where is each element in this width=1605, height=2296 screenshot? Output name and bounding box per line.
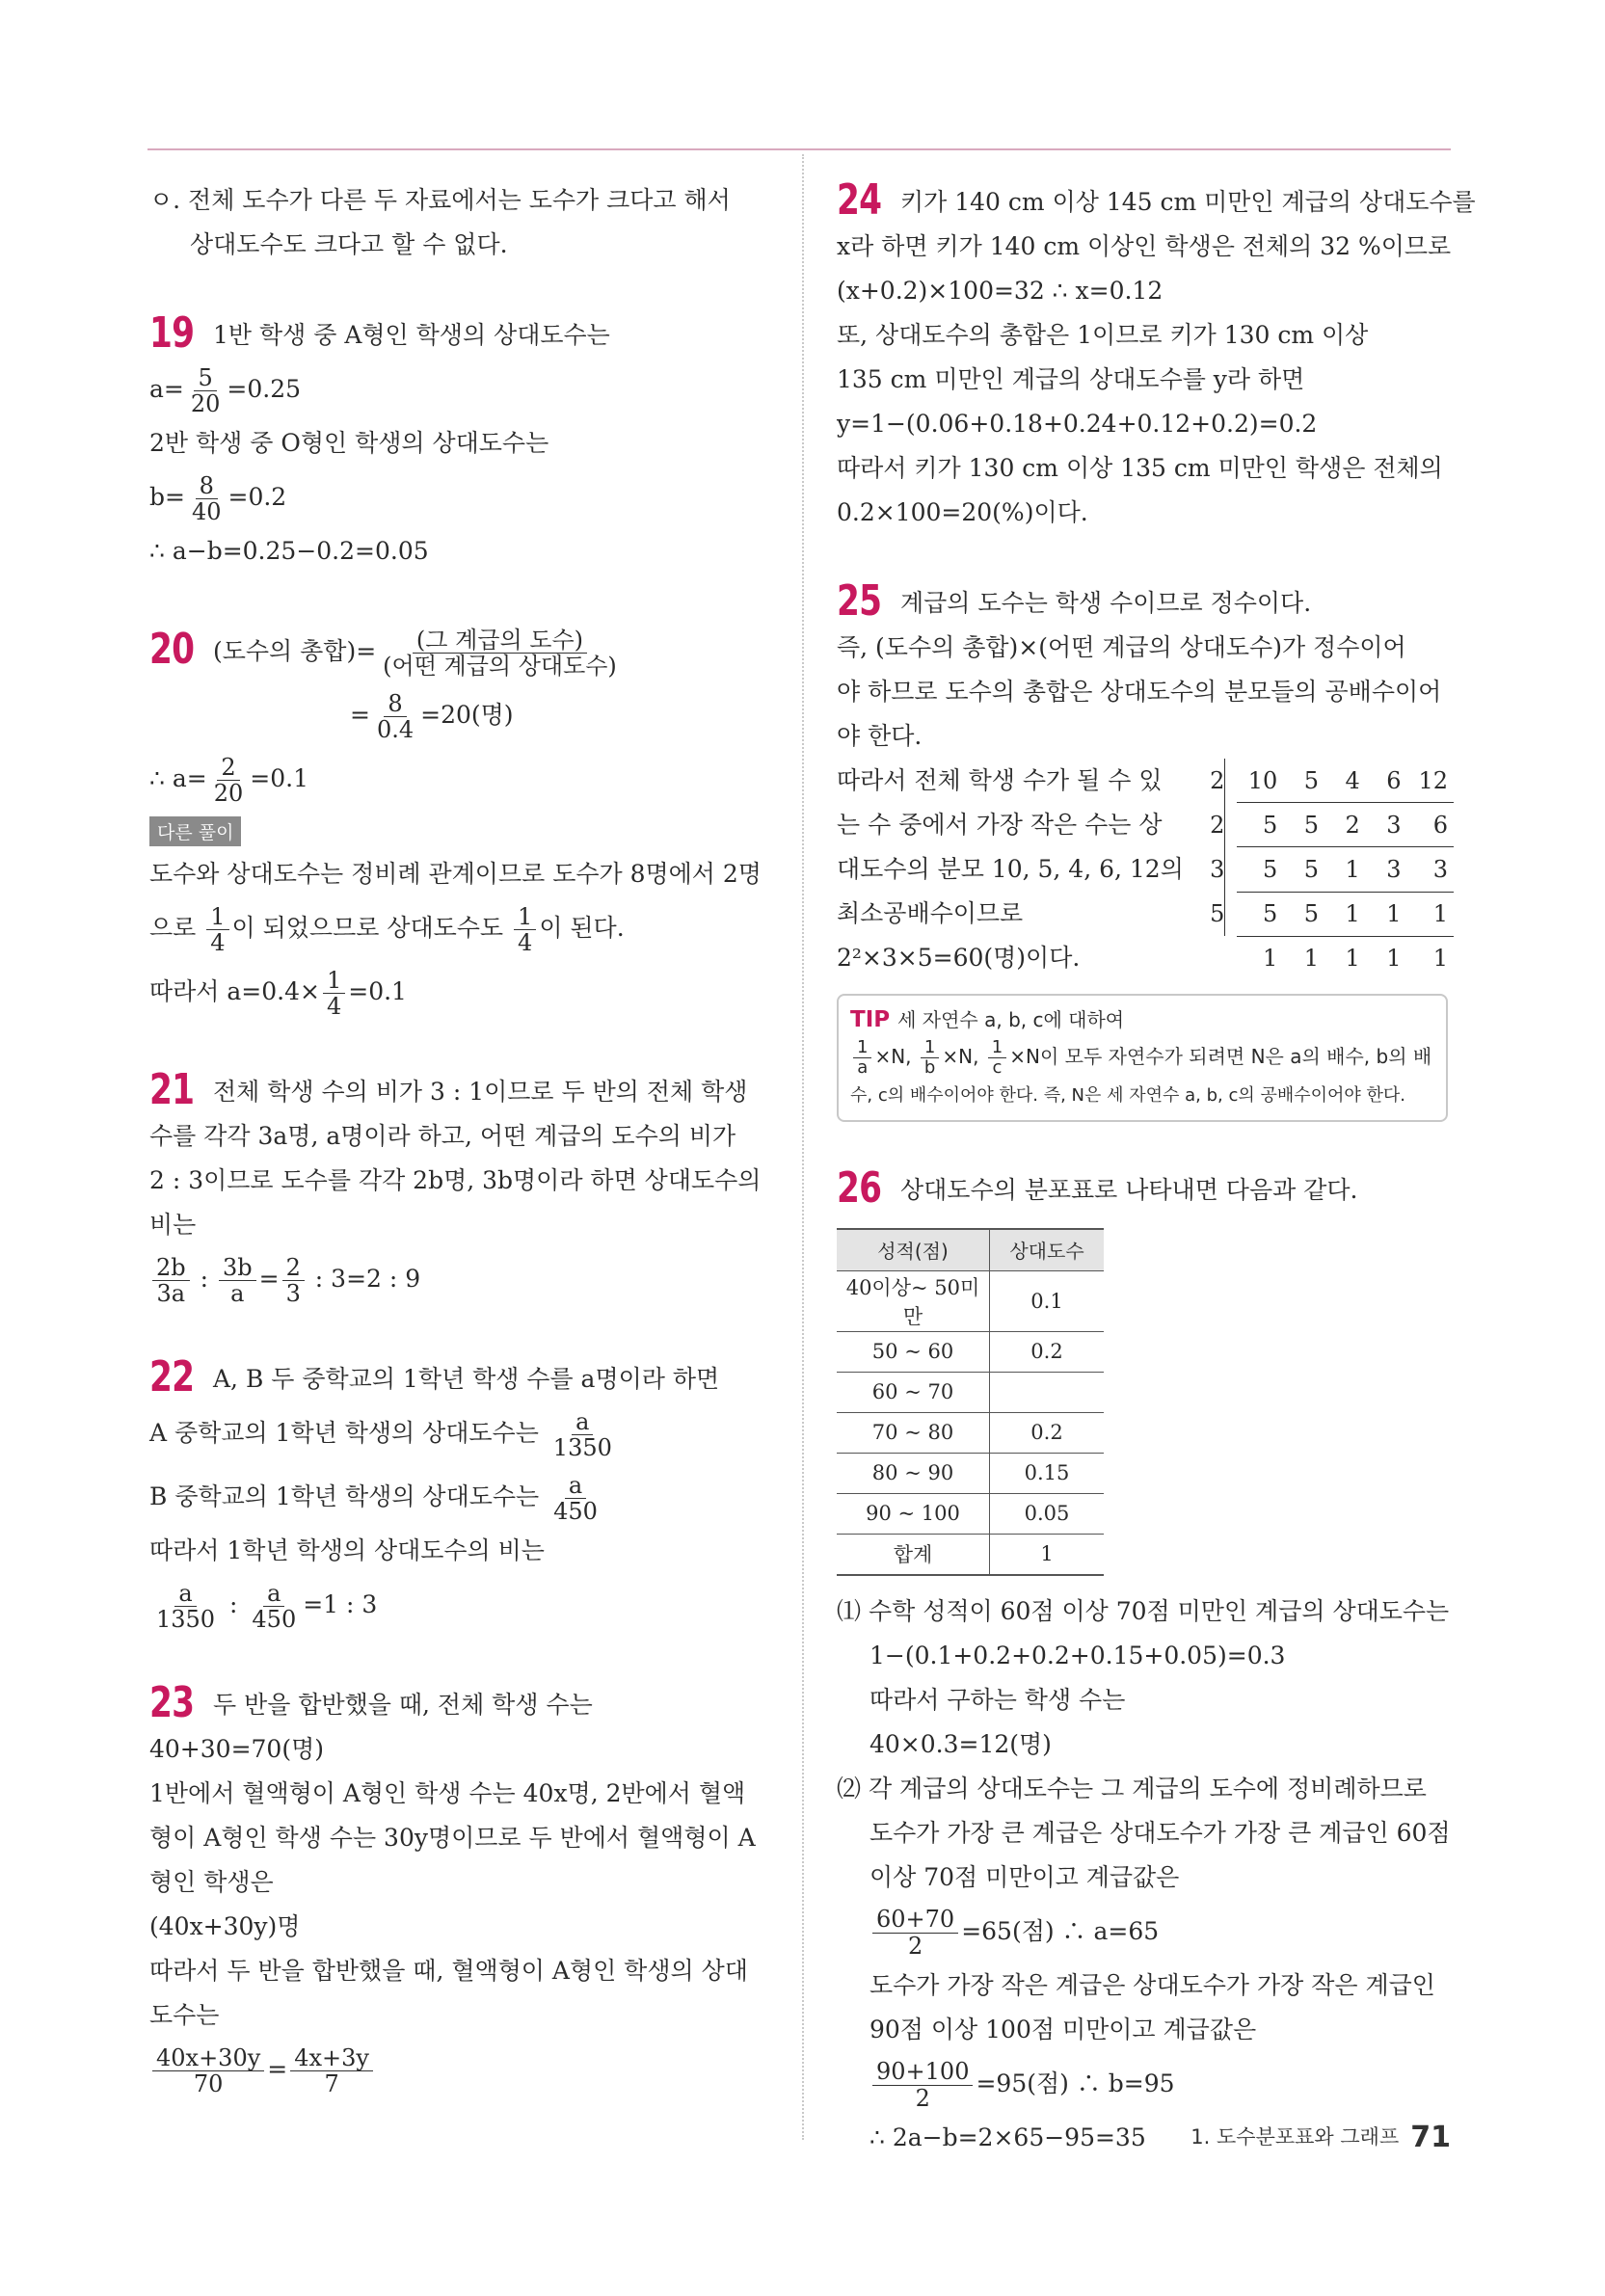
text-line: 도수가 가장 큰 계급은 상대도수가 가장 큰 계급인 60점	[869, 1818, 1451, 1847]
denominator: 1350	[156, 1606, 216, 1633]
cell: 12	[1407, 759, 1455, 803]
text-line: 0.2×100=20(%)이다.	[837, 498, 1088, 526]
cell: 5	[1237, 847, 1283, 892]
text-line: 상대도수의 분포표로 나타내면 다음과 같다.	[900, 1175, 1358, 1204]
numerator: 3b	[219, 1255, 256, 1281]
cell: 5	[1237, 892, 1283, 936]
text-line: 이상 70점 미만이고 계급값은	[869, 1862, 1180, 1891]
denominator: 20	[190, 390, 221, 417]
tip-label: TIP	[850, 1007, 891, 1032]
cell: 1	[1324, 892, 1366, 936]
problem-22	[149, 1352, 766, 1637]
fraction	[853, 1038, 871, 1078]
fraction	[210, 755, 248, 807]
text: =20(명)	[420, 701, 514, 729]
problem-number: 19	[149, 308, 195, 358]
column-header: 상대도수	[990, 1229, 1105, 1271]
value-cell: 0.05	[990, 1493, 1105, 1534]
fraction	[921, 1038, 939, 1078]
numerator: 4x+3y	[290, 2045, 373, 2071]
numerator: 8	[384, 691, 406, 717]
text-line: A, B 두 중학교의 1학년 학생 수를 a명이라 하면	[213, 1365, 720, 1393]
numerator: 1	[323, 968, 345, 994]
text: B 중학교의 1학년 학생의 상대도수는	[149, 1482, 548, 1510]
denominator: 20	[213, 780, 244, 807]
denominator: 3	[285, 1280, 301, 1307]
denominator: 3a	[156, 1280, 186, 1307]
text: =1 : 3	[303, 1590, 378, 1618]
cell: 6	[1407, 803, 1455, 847]
page-number: 71	[1410, 2121, 1451, 2154]
text-line: 1−(0.1+0.2+0.2+0.15+0.05)=0.3	[869, 1641, 1286, 1669]
table-row	[837, 1534, 1104, 1575]
text: 이 된다.	[539, 914, 625, 942]
text-line: 2반 학생 중 O형인 학생의 상대도수는	[149, 429, 549, 457]
text-line: 도수와 상대도수는 정비례 관계이므로 도수가 8명에서 2명	[149, 860, 762, 888]
cell: 1	[1345, 945, 1360, 973]
cell: 3	[1366, 803, 1407, 847]
tip-text: 수, c의 배수이어야 한다. 즉, N은 세 자연수 a, b, c의 공배수이어야 한다.	[850, 1084, 1406, 1106]
numerator: 2b	[152, 1255, 190, 1281]
division-row	[1195, 936, 1454, 980]
problem-number: 24	[837, 175, 882, 225]
problem-23	[149, 1678, 766, 2101]
lcm-division-table	[1195, 759, 1454, 980]
text-line: 따라서 키가 130 cm 이상 135 cm 미만인 학생은 전체의	[837, 454, 1443, 482]
text-line: 키가 140 cm 이상 145 cm 미만인 계급의 상대도수를	[900, 188, 1476, 216]
cell: 5	[1283, 892, 1324, 936]
fraction	[219, 1255, 256, 1307]
class-cell: 40이상~ 50미만	[837, 1270, 990, 1331]
numerator: a	[565, 1473, 586, 1499]
fraction	[152, 1255, 190, 1307]
text-line: 최소공배수이므로	[837, 899, 1024, 927]
text-line: 1반 학생 중 A형인 학생의 상대도수는	[213, 321, 610, 349]
text-line: ㅇ. 전체 도수가 다른 두 자료에서는 도수가 크다고 해서	[149, 186, 731, 214]
table-row	[837, 1270, 1104, 1331]
text-line: ⑵ 각 계급의 상대도수는 그 계급의 도수에 정비례하므로	[837, 1774, 1427, 1802]
text: : 3=2 : 9	[307, 1265, 421, 1293]
text-line: 2²×3×5=60(명)이다.	[837, 944, 1081, 972]
fraction	[549, 1409, 616, 1461]
divisor: 2	[1210, 811, 1225, 839]
text-line: 전체 학생 수의 비가 3 : 1이므로 두 반의 전체 학생	[213, 1078, 748, 1106]
denominator: (어떤 계급의 상대도수)	[383, 653, 617, 680]
text-line: 형이 A형인 학생 수는 30y명이므로 두 반에서 혈액형이 A	[149, 1824, 756, 1852]
tip-box	[837, 994, 1448, 1122]
cell: 1	[1324, 847, 1366, 892]
cell: 5	[1283, 759, 1324, 803]
division-row	[1195, 759, 1454, 803]
denominator: a	[230, 1280, 245, 1307]
text: 이 되었으므로 상대도수도	[231, 914, 512, 942]
text-line: 야 한다.	[837, 722, 923, 750]
tip-text: 세 자연수 a, b, c에 대하여	[897, 1008, 1125, 1031]
numerator: 5	[194, 365, 216, 391]
text-line: 대도수의 분모 10, 5, 4, 6, 12의	[837, 855, 1184, 883]
text-line: 따라서 1학년 학생의 상대도수의 비는	[149, 1536, 545, 1564]
text: =0.25	[227, 375, 302, 403]
cell: 6	[1366, 759, 1407, 803]
text-line: ∴ 2a−b=2×65−95=35	[869, 2122, 1146, 2151]
numerator: a	[572, 1409, 593, 1435]
class-cell: 80 ~ 90	[837, 1453, 990, 1493]
fraction	[248, 1581, 300, 1633]
denominator: 450	[553, 1498, 598, 1525]
fraction	[187, 365, 225, 417]
text-line: 1반에서 혈액형이 A형인 학생 수는 40x명, 2반에서 혈액	[149, 1779, 746, 1807]
top-rule	[147, 148, 1451, 150]
numerator: 8	[196, 473, 218, 499]
cell: 1	[1303, 945, 1320, 973]
text: A 중학교의 1학년 학생의 상대도수는	[149, 1419, 547, 1447]
text: 따라서 a=0.4×	[149, 977, 320, 1005]
numerator: 90+100	[872, 2059, 973, 2085]
cell: 2	[1324, 803, 1366, 847]
text: :	[192, 1265, 216, 1293]
item-o	[149, 178, 766, 267]
fraction	[206, 904, 228, 956]
problem-24	[837, 175, 1476, 535]
class-cell: 합계	[837, 1534, 990, 1575]
value-cell: 0.1	[990, 1270, 1105, 1331]
fraction	[323, 968, 345, 1020]
divisor	[1195, 936, 1225, 980]
fraction	[379, 627, 621, 680]
numerator: 1	[514, 904, 536, 930]
text: a=	[149, 375, 184, 403]
numerator: 2	[217, 755, 239, 781]
text-line: 계급의 도수는 학생 수이므로 정수이다.	[900, 589, 1312, 617]
alt-solution-badge: 다른 풀이	[149, 816, 241, 846]
column-divider	[802, 154, 804, 2140]
fraction	[152, 2045, 264, 2097]
denominator: b	[923, 1057, 936, 1078]
value-cell: 0.2	[990, 1412, 1105, 1453]
denominator: 1350	[552, 1434, 612, 1461]
cell: 1	[1366, 892, 1407, 936]
class-cell: 50 ~ 60	[837, 1331, 990, 1372]
denominator: 40	[191, 498, 222, 525]
fraction	[290, 2045, 373, 2097]
text: ∴ a=	[149, 764, 207, 792]
division-row	[1195, 892, 1454, 936]
text-line: ∴ a−b=0.25−0.2=0.05	[149, 537, 429, 565]
text-line: x라 하면 키가 140 cm 이상인 학생은 전체의 32 %이므로	[837, 232, 1452, 260]
text-line: y=1−(0.06+0.18+0.24+0.12+0.2)=0.2	[837, 410, 1318, 438]
numerator: 2	[282, 1255, 305, 1281]
text: =0.1	[348, 977, 407, 1005]
divisor: 5	[1210, 900, 1225, 928]
denominator: 4	[326, 993, 342, 1020]
denominator: 70	[193, 2070, 224, 2097]
text: 으로	[149, 914, 204, 942]
problem-number: 23	[149, 1678, 195, 1727]
text: =	[258, 1265, 280, 1293]
text-line: (x+0.2)×100=32 ∴ x=0.12	[837, 277, 1164, 305]
class-cell: 90 ~ 100	[837, 1493, 990, 1534]
fraction	[549, 1473, 602, 1525]
table-row	[837, 1412, 1104, 1453]
division-row	[1195, 803, 1454, 847]
text-line: 135 cm 미만인 계급의 상대도수를 y라 하면	[837, 365, 1305, 393]
numerator: 1	[853, 1038, 871, 1058]
text: (도수의 총합)=	[213, 637, 377, 665]
numerator: 1	[988, 1038, 1006, 1058]
cell: 4	[1324, 759, 1366, 803]
problem-number: 20	[149, 625, 195, 674]
tip-text: ×N이 모두 자연수가 되려면 N은 a의 배수, b의 배	[1009, 1045, 1432, 1068]
right-column	[837, 175, 1476, 2160]
text-line: 상대도수도 크다고 할 수 없다.	[190, 230, 508, 258]
numerator: 1	[206, 904, 228, 930]
cell: 1	[1407, 892, 1455, 936]
fraction	[373, 691, 417, 743]
problem-number: 26	[837, 1162, 882, 1213]
text-line: 야 하므로 도수의 총합은 상대도수의 분모들의 공배수이어	[837, 678, 1442, 706]
problem-20	[149, 618, 766, 1024]
denominator: 2	[915, 2084, 930, 2112]
table-row	[837, 1453, 1104, 1493]
table-row	[837, 1493, 1104, 1534]
text: =	[350, 701, 370, 729]
denominator: 4	[518, 929, 533, 956]
text-line: 는 수 중에서 가장 작은 수는 상	[837, 811, 1163, 839]
relative-frequency-table	[837, 1228, 1104, 1576]
text-line: (40x+30y)명	[149, 1912, 301, 1940]
fraction	[282, 1255, 305, 1307]
denominator: 450	[252, 1606, 297, 1633]
divisor: 2	[1210, 766, 1225, 794]
cell: 5	[1283, 803, 1324, 847]
numerator: 1	[921, 1038, 939, 1058]
text-line: 90점 이상 100점 미만이고 계급값은	[869, 2015, 1257, 2043]
division-row	[1195, 847, 1454, 892]
cell: 1	[1386, 945, 1402, 973]
fraction	[872, 2059, 973, 2111]
column-header: 성적(점)	[837, 1229, 990, 1271]
value-cell: 0.15	[990, 1453, 1105, 1493]
text: :	[222, 1590, 246, 1618]
tip-text: ×N,	[874, 1045, 918, 1068]
text-line: 비는	[149, 1211, 197, 1239]
text-line: 따라서 전체 학생 수가 될 수 있	[837, 766, 1163, 794]
problem-25	[837, 576, 1454, 1122]
value-cell	[990, 1372, 1105, 1412]
problem-21	[149, 1065, 766, 1311]
cell: 1	[1263, 945, 1278, 973]
numerator: (그 계급의 도수)	[413, 627, 587, 654]
denominator: c	[992, 1057, 1003, 1078]
text: =	[267, 2055, 288, 2083]
text-line: 따라서 두 반을 합반했을 때, 혈액형이 A형인 학생의 상대	[149, 1957, 748, 1985]
value-cell: 1	[990, 1534, 1105, 1575]
fraction	[514, 904, 536, 956]
text-line: 즉, (도수의 총합)×(어떤 계급의 상대도수)가 정수이어	[837, 633, 1406, 661]
fraction	[988, 1038, 1006, 1078]
class-cell: 70 ~ 80	[837, 1412, 990, 1453]
problem-number: 22	[149, 1352, 195, 1402]
text-line: ⑴ 수학 성적이 60점 이상 70점 미만인 계급의 상대도수는	[837, 1596, 1450, 1625]
lcm-block	[837, 759, 1454, 980]
numerator: 60+70	[872, 1907, 958, 1933]
denominator: 4	[210, 929, 226, 956]
text-line: 도수는	[149, 2001, 220, 2029]
fraction	[152, 1581, 219, 1633]
page-footer	[1190, 2121, 1451, 2154]
problem-19	[149, 308, 766, 574]
cell: 5	[1283, 847, 1324, 892]
cell: 1	[1432, 945, 1448, 973]
text-line: 두 반을 합반했을 때, 전체 학생 수는	[213, 1691, 593, 1719]
text-line: 40+30=70(명)	[149, 1735, 324, 1763]
text: =0.1	[250, 764, 308, 792]
class-cell: 60 ~ 70	[837, 1372, 990, 1412]
numerator: 40x+30y	[152, 2045, 264, 2071]
problem-26	[837, 1162, 1454, 2160]
tip-text: ×N,	[942, 1045, 985, 1068]
value-cell: 0.2	[990, 1331, 1105, 1372]
cell: 3	[1366, 847, 1407, 892]
denominator: a	[857, 1057, 869, 1078]
text-line: 따라서 구하는 학생 수는	[869, 1685, 1126, 1714]
cell: 5	[1237, 803, 1283, 847]
problem-number: 25	[837, 576, 882, 626]
text-line: 또, 상대도수의 총합은 1이므로 키가 130 cm 이상	[837, 321, 1369, 349]
table-header-row	[837, 1229, 1104, 1271]
left-column	[149, 178, 766, 2101]
denominator: 7	[324, 2070, 339, 2097]
numerator: a	[263, 1581, 284, 1607]
denominator: 2	[907, 1932, 923, 1960]
text: =95(점) ∴ b=95	[976, 2069, 1175, 2097]
text: b=	[149, 483, 185, 511]
text-line: 40×0.3=12(명)	[869, 1729, 1052, 1758]
numerator: a	[174, 1581, 196, 1607]
table-row	[837, 1331, 1104, 1372]
table-row	[837, 1372, 1104, 1412]
text-line: 도수가 가장 작은 계급은 상대도수가 가장 작은 계급인	[869, 1970, 1435, 1999]
text-line: 수를 각각 3a명, a명이라 하고, 어떤 계급의 도수의 비가	[149, 1122, 736, 1150]
divisor: 3	[1210, 855, 1225, 883]
text: =65(점) ∴ a=65	[961, 1916, 1160, 1945]
cell: 3	[1407, 847, 1455, 892]
chapter-title: 1. 도수분포표와 그래프	[1190, 2125, 1400, 2149]
text-line: 형인 학생은	[149, 1868, 274, 1896]
fraction	[188, 473, 226, 525]
text: =0.2	[227, 483, 287, 511]
text-line: 2 : 3이므로 도수를 각각 2b명, 3b명이라 하면 상대도수의	[149, 1166, 762, 1194]
problem-number: 21	[149, 1065, 195, 1114]
denominator: 0.4	[376, 716, 415, 743]
fraction	[872, 1907, 958, 1959]
cell: 10	[1237, 759, 1283, 803]
